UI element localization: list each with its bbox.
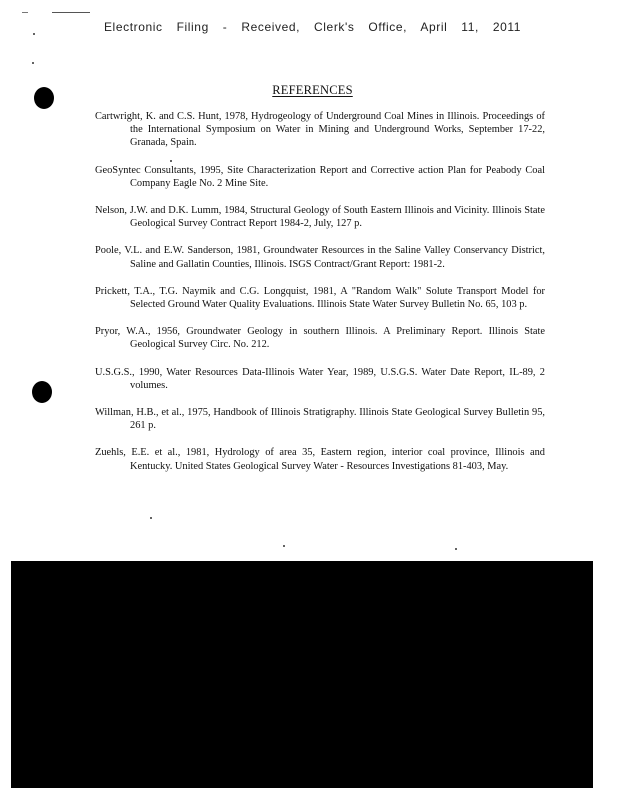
scan-mark bbox=[52, 12, 90, 13]
reference-entry: GeoSyntec Consultants, 1995, Site Characterization Report and Corrective action Plan for Peabody Coal Company Eagle No. 2 Mine Site. bbox=[95, 164, 545, 189]
filing-stamp: Electronic Filing - Received, Clerk's Office, April 11, 2011 bbox=[103, 20, 522, 34]
reference-entry: Cartwright, K. and C.S. Hunt, 1978, Hydrogeology of Underground Coal Mines in Illinois. Proceedings of the International Symposium on Water in Mining and Underground Works, September 17-22, Granada, Spain. bbox=[95, 111, 545, 149]
references-title: REFERENCES bbox=[272, 83, 353, 97]
redaction-block bbox=[11, 561, 593, 788]
reference-entry: Poole, V.L. and E.W. Sanderson, 1981, Groundwater Resources in the Saline Valley Conservancy District, Saline and Gallatin Counties, Illinois. ISGS Contract/Grant Report: 1981-2. bbox=[95, 245, 545, 270]
scan-speck bbox=[33, 33, 35, 35]
scan-mark bbox=[22, 12, 28, 13]
punch-hole bbox=[32, 381, 52, 403]
reference-entry: Pryor, W.A., 1956, Groundwater Geology in southern Illinois. A Preliminary Report. Illinois State Geological Survey Circ. No. 212. bbox=[95, 326, 545, 351]
reference-entry: Willman, H.B., et al., 1975, Handbook of Illinois Stratigraphy. Illinois State Geological Survey Bulletin 95, 261 p. bbox=[95, 407, 545, 432]
scan-speck bbox=[283, 545, 285, 547]
reference-list bbox=[95, 110, 545, 487]
reference-entry: Zuehls, E.E. et al., 1981, Hydrology of area 35, Eastern region, interior coal province, Illinois and Kentucky. United States Geological Survey Water - Resources Investigations 81-403, May. bbox=[95, 447, 545, 472]
reference-entry: U.S.G.S., 1990, Water Resources Data-Illinois Water Year, 1989, U.S.G.S. Water Date Report, IL-89, 2 volumes. bbox=[95, 366, 545, 391]
scan-speck bbox=[32, 62, 34, 64]
reference-entry: Prickett, T.A., T.G. Naymik and C.G. Longquist, 1981, A "Random Walk" Solute Transport Model for Selected Ground Water Quality Evaluations. Illinois State Water Survey Bulletin No. 65, 103 p. bbox=[95, 285, 545, 311]
scan-speck bbox=[455, 548, 457, 550]
scan-speck bbox=[150, 517, 152, 519]
reference-entry: Nelson, J.W. and D.K. Lumm, 1984, Structural Geology of South Eastern Illinois and Vicinity. Illinois State Geological Survey Contract Report 1984-2, July, 127 p. bbox=[95, 205, 545, 230]
